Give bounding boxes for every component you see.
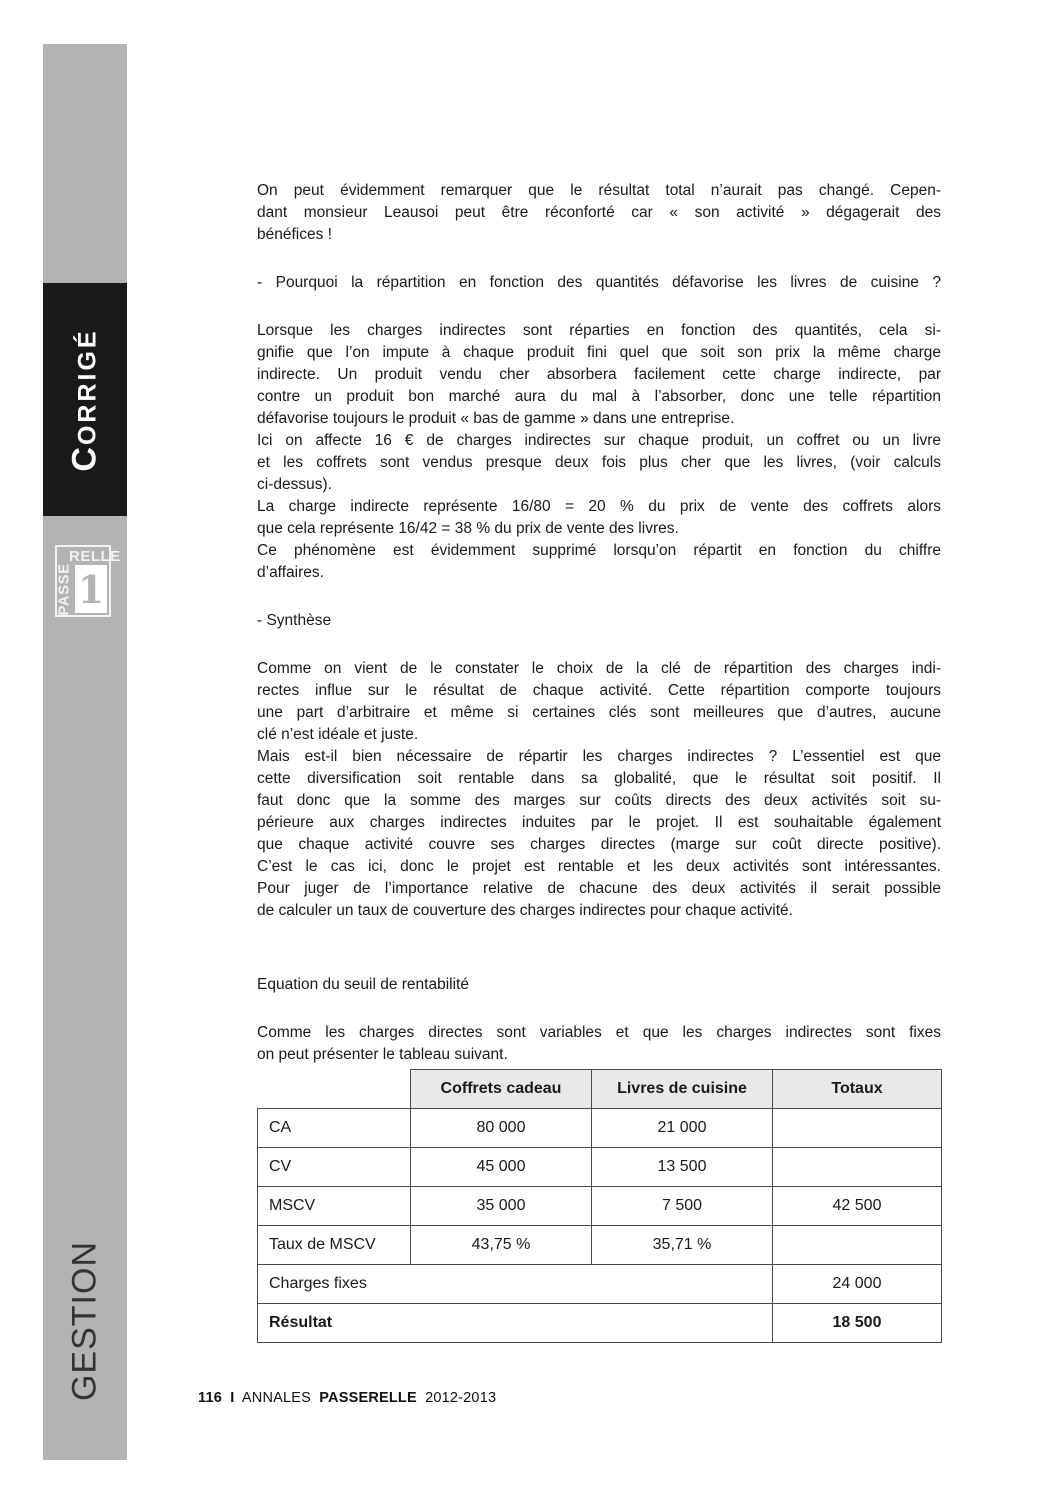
table-row — [258, 1226, 942, 1265]
table-header-cell: Totaux — [773, 1070, 942, 1109]
corrige-initial: C — [65, 444, 104, 472]
table-cell — [773, 1109, 942, 1148]
body-text — [257, 180, 941, 1066]
badge-number: 1 — [75, 565, 107, 613]
text-line: faut donc que la somme des marges sur coûts directs des deux activités soit su- — [257, 792, 941, 809]
table-cell: MSCV — [258, 1187, 411, 1226]
table-cell: 80 000 — [411, 1109, 592, 1148]
table-row — [258, 1265, 942, 1304]
footer-collection: ANNALES — [241, 1390, 311, 1406]
text-line: - Synthèse — [257, 612, 332, 629]
text-line: cette diversification soit rentable dans sa globalité, que le résultat soit positif. Il — [257, 770, 941, 787]
text-line: Ce phénomène est évidemment supprimé lorsqu’on répartit en fonction du chiffre — [257, 542, 941, 559]
text-line: défavorise toujours le produit « bas de gamme » dans une entreprise. — [257, 410, 735, 427]
table-cell: 43,75 % — [411, 1226, 592, 1265]
table-cell: Charges fixes — [258, 1265, 773, 1304]
table-cell: Taux de MSCV — [258, 1226, 411, 1265]
text-line: de calculer un taux de couverture des charges indirectes pour chaque activité. — [257, 902, 793, 919]
badge-passe-text: PASSE — [55, 562, 73, 616]
table-header-row — [258, 1070, 942, 1109]
text-line: périeure aux charges indirectes induites par le projet. Il est souhaitable également — [257, 814, 941, 831]
corrige-banner — [43, 283, 127, 516]
text-line: rectes influe sur le résultat de chaque activité. Cette répartition comporte toujours — [257, 682, 941, 699]
page-number: 116 — [198, 1390, 222, 1406]
text-line: gnifie que l’on impute à chaque produit fini quel que soit son prix la même charge — [257, 344, 941, 361]
text-line: Equation du seuil de rentabilité — [257, 976, 469, 993]
text-line: contre un produit bon marché aura du mal à l’absorber, donc une telle répartition — [257, 388, 941, 405]
badge-passe-label — [57, 563, 71, 615]
table-cell: 7 500 — [592, 1187, 773, 1226]
text-line: une part d’arbitraire et même si certaines clés sont meilleures que d’autres, aucune — [257, 704, 941, 721]
table-header-cell: Coffrets cadeau — [411, 1070, 592, 1109]
footer-years: 2012-2013 — [425, 1390, 497, 1406]
table-row — [258, 1109, 942, 1148]
text-line: Lorsque les charges indirectes sont réparties en fonction des quantités, cela si- — [257, 322, 941, 339]
corrige-rest: ORRIGÉ — [73, 327, 102, 445]
table-cell — [773, 1148, 942, 1187]
table-cell: 13 500 — [592, 1148, 773, 1187]
table-cell: 21 000 — [592, 1109, 773, 1148]
gestion-label: GESTION — [65, 1240, 104, 1402]
footer-brand: PASSERELLE — [319, 1390, 417, 1406]
text-line: Mais est-il bien nécessaire de répartir les charges indirectes ? L’essentiel est que — [257, 748, 941, 765]
text-line: La charge indirecte représente 16/80 = 20 % du prix de vente des coffrets alors — [257, 498, 941, 515]
table-cell: 45 000 — [411, 1148, 592, 1187]
table-cell: 24 000 — [773, 1265, 942, 1304]
table-cell: 18 500 — [773, 1304, 942, 1343]
table-row — [258, 1187, 942, 1226]
text-line: dant monsieur Leausoi peut être réconforté car « son activité » dégagerait des — [257, 204, 941, 221]
text-line: C’est le cas ici, donc le projet est rentable et les deux activités sont intéressantes. — [257, 858, 941, 875]
table-cell: Résultat — [258, 1304, 773, 1343]
table-cell: 42 500 — [773, 1187, 942, 1226]
text-line: d’affaires. — [257, 564, 324, 581]
footer-separator: I — [230, 1390, 235, 1406]
results-table — [257, 1069, 942, 1343]
text-line: que cela représente 16/42 = 38 % du prix de vente des livres. — [257, 520, 679, 537]
passerelle-badge — [55, 545, 121, 617]
table-cell: 35 000 — [411, 1187, 592, 1226]
text-line: On peut évidemment remarquer que le résultat total n’aurait pas changé. Cepen- — [257, 182, 941, 199]
text-line: Pour juger de l’importance relative de chacune des deux activités il serait possible — [257, 880, 941, 897]
table-cell: 35,71 % — [592, 1226, 773, 1265]
text-line: ci-dessus). — [257, 476, 332, 493]
footer — [198, 1390, 500, 1406]
text-line: indirecte. Un produit vendu cher absorbera facilement cette charge indirecte, par — [257, 366, 941, 383]
text-line: clé n’est idéale et juste. — [257, 726, 419, 743]
content-column — [257, 180, 941, 1343]
text-line: que chaque activité couvre ses charges directes (marge sur coût directe positive). — [257, 836, 941, 853]
text-line: Comme on vient de le constater le choix de la clé de répartition des charges indi- — [257, 660, 941, 677]
text-line: bénéfices ! — [257, 226, 332, 243]
text-line: on peut présenter le tableau suivant. — [257, 1046, 508, 1063]
text-line: Comme les charges directes sont variables et que les charges indirectes sont fixes — [257, 1024, 941, 1041]
table-corner-cell — [258, 1070, 411, 1109]
text-line: - Pourquoi la répartition en fonction des quantités défavorise les livres de cuisine ? — [257, 274, 941, 291]
table-cell — [773, 1226, 942, 1265]
corrige-label — [66, 328, 105, 471]
text-line: et les coffrets sont vendus presque deux fois plus cher que les livres, (voir calculs — [257, 454, 941, 471]
table-header-cell: Livres de cuisine — [592, 1070, 773, 1109]
table-cell: CA — [258, 1109, 411, 1148]
table-row — [258, 1148, 942, 1187]
sidebar-strip — [43, 44, 127, 1460]
table-cell: CV — [258, 1148, 411, 1187]
table-row — [258, 1304, 942, 1343]
text-line: Ici on affecte 16 € de charges indirectes sur chaque produit, un coffret ou un livre — [257, 432, 941, 449]
badge-relle-label: RELLE — [69, 548, 121, 565]
